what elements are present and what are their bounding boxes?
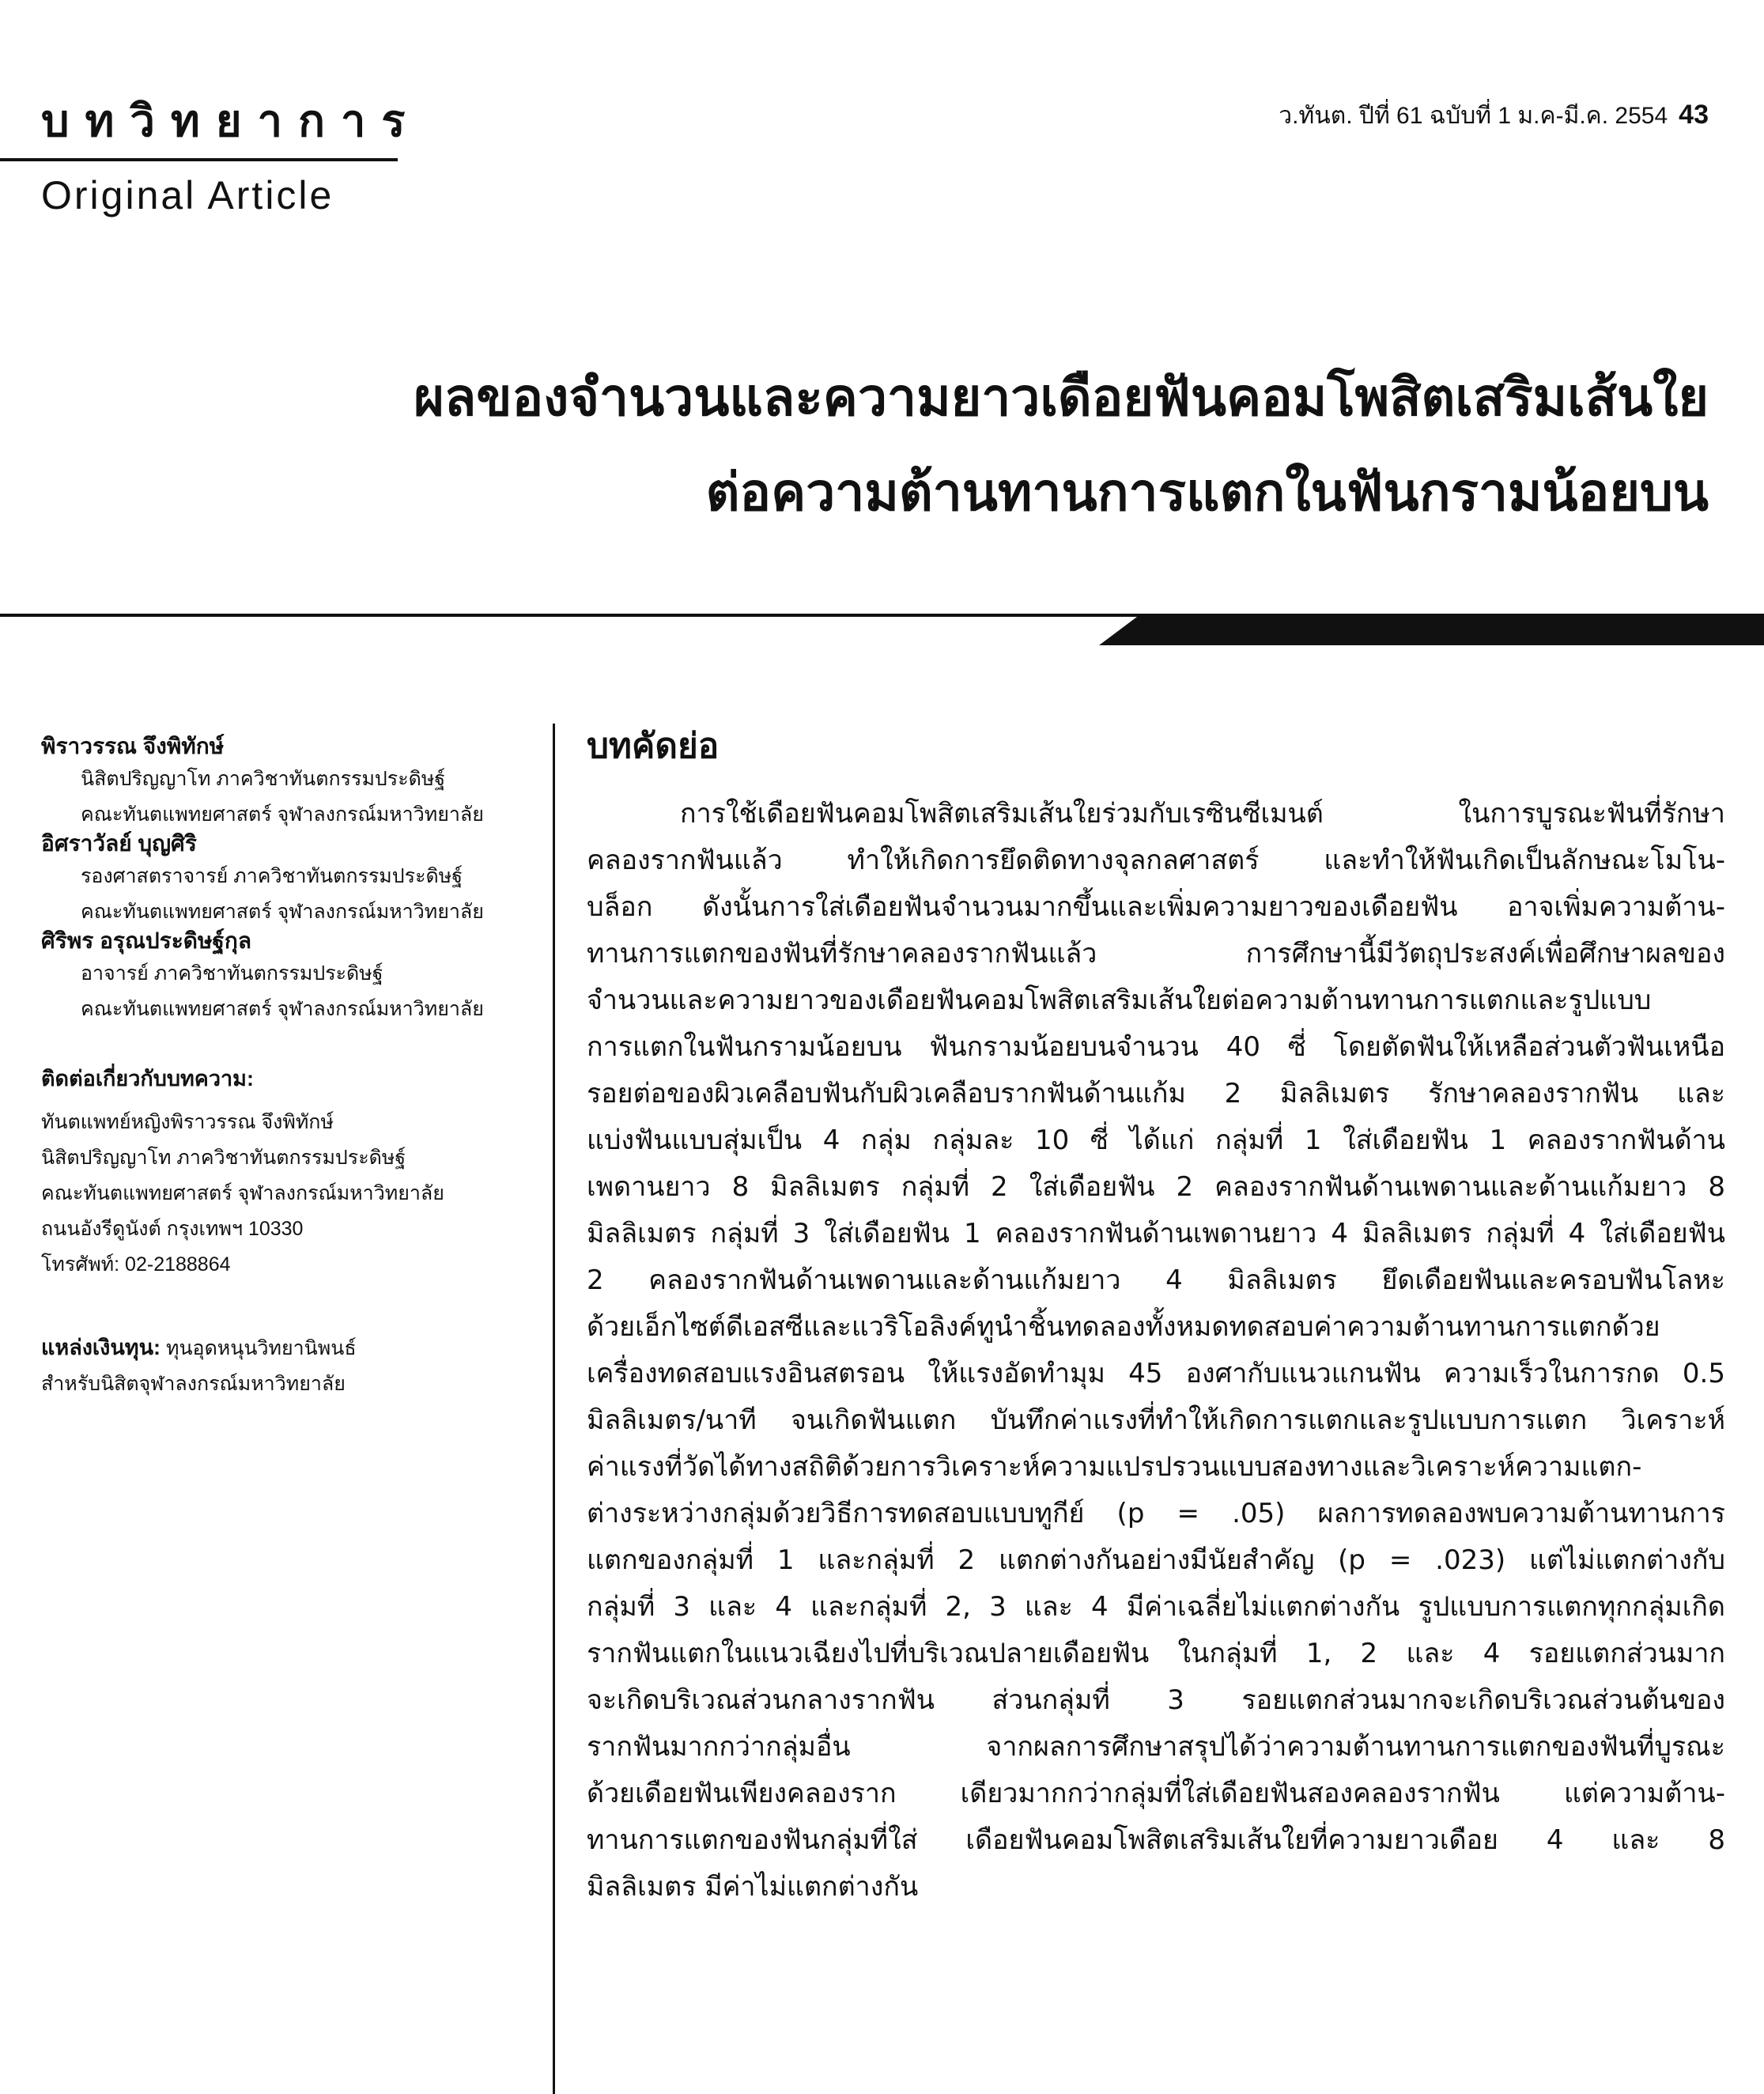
- author-block: [41, 735, 547, 833]
- funding-text-2: สำหรับนิสิตจุฬาลงกรณ์มหาวิทยาลัย: [41, 1373, 346, 1395]
- abstract-line: ด้วยเดือยฟันเพียงคลองราก เดียวมากกว่ากลุ่มที่ใส่เดือยฟันสองคลองรากฟัน แต่ความต้าน-: [587, 1778, 1725, 1809]
- column-divider: [553, 724, 555, 2094]
- author-affiliation: อาจารย์ ภาควิชาทันตกรรมประดิษฐ์: [81, 962, 383, 985]
- author-name: อิศราวัลย์ บุญศิริ: [41, 831, 197, 856]
- abstract-line: ต่างระหว่างกลุ่มด้วยวิธีการทดสอบแบบทูกีย์ (p = .05) ผลการทดลองพบความต้านทานการ: [587, 1498, 1725, 1529]
- contact-line: ถนนอังรีดูนังต์ กรุงเทพฯ 10330: [41, 1218, 304, 1240]
- author-name: พิราวรรณ จึงพิทักษ์: [41, 734, 225, 758]
- author-affiliation: คณะทันตแพทยศาสตร์ จุฬาลงกรณ์มหาวิทยาลัย: [81, 803, 484, 826]
- author-affiliation: คณะทันตแพทยศาสตร์ จุฬาลงกรณ์มหาวิทยาลัย: [81, 901, 484, 923]
- abstract-line: การใช้เดือยฟันคอมโพสิตเสริมเส้นใยร่วมกับเรซินซีเมนต์ ในการบูรณะฟันที่รักษา: [680, 798, 1725, 830]
- abstract-line: 2 คลองรากฟันด้านเพดานและด้านแก้มยาว 4 มิลลิเมตร ยึดเดือยฟันและครอบฟันโลหะ: [587, 1264, 1725, 1296]
- journal-info: ว.ทันต. ปีที่ 61 ฉบับที่ 1 ม.ค-มี.ค. 2554: [1279, 103, 1668, 129]
- title-rule-wedge: [1099, 617, 1764, 645]
- title-line-2: ต่อความต้านทานการแตกในฟันกรามน้อยบน: [705, 462, 1709, 523]
- left-column: [41, 735, 547, 1402]
- article-title: [48, 367, 1709, 561]
- contact-line: คณะทันตแพทยศาสตร์ จุฬาลงกรณ์มหาวิทยาลัย: [41, 1182, 444, 1204]
- funding-text: ทุนอุดหนุนวิทยานิพนธ์: [161, 1337, 357, 1359]
- section-divider: [0, 158, 398, 161]
- abstract-line: มิลลิเมตร/นาที จนเกิดฟันแตก บันทึกค่าแรงที่ทำให้เกิดการแตกและรูปแบบการแตก วิเคราะห์: [587, 1404, 1725, 1436]
- abstract-line: แตกของกลุ่มที่ 1 และกลุ่มที่ 2 แตกต่างกันอย่างมีนัยสำคัญ (p = .023) แต่ไม่แตกต่างกับ: [587, 1544, 1725, 1576]
- abstract-line: ทานการแตกของฟันกลุ่มที่ใส่ เดือยฟันคอมโพสิตเสริมเส้นใยที่ความยาวเดือย 4 และ 8: [587, 1824, 1725, 1856]
- abstract-line: รากฟันแตกในแนวเฉียงไปที่บริเวณปลายเดือยฟัน ในกลุ่มที่ 1, 2 และ 4 รอยแตกส่วนมาก: [587, 1638, 1725, 1669]
- funding-label: แหล่งเงินทุน:: [41, 1336, 161, 1359]
- contact-phone: โทรศัพท์: 02-2188864: [41, 1253, 231, 1276]
- abstract-line: กลุ่มที่ 3 และ 4 และกลุ่มที่ 2, 3 และ 4 มีค่าเฉลี่ยไม่แตกต่างกัน รูปแบบการแตกทุกกลุ่มเกิด: [587, 1591, 1725, 1623]
- abstract-line: ด้วยเอ็กไซต์ดีเอสซีและแวริโอลิงค์ทูนำชิ้นทดลองทั้งหมดทดสอบค่าความต้านทานการแตกด้วย: [587, 1311, 1660, 1343]
- author-name: ศิริพร อรุณประดิษฐ์กุล: [41, 928, 251, 953]
- abstract-line: บล็อก ดังนั้นการใส่เดือยฟันจำนวนมากขึ้นและเพิ่มความยาวของเดือยฟัน อาจเพิ่มความต้าน-: [587, 891, 1725, 923]
- author-affiliation: คณะทันตแพทยศาสตร์ จุฬาลงกรณ์มหาวิทยาลัย: [81, 998, 484, 1020]
- author-affiliation: รองศาสตราจารย์ ภาควิชาทันตกรรมประดิษฐ์: [81, 865, 463, 887]
- abstract-line: คลองรากฟันแล้ว ทำให้เกิดการยึดติดทางจุลกลศาสตร์ และทำให้ฟันเกิดเป็นลักษณะโมโน-: [587, 845, 1725, 876]
- title-rule: [0, 614, 1764, 617]
- author-block: [41, 833, 547, 930]
- contact-line: ทันตแพทย์หญิงพิราวรรณ จึงพิทักษ์: [41, 1111, 334, 1133]
- abstract-line: แบ่งฟันแบบสุ่มเป็น 4 กลุ่ม กลุ่มละ 10 ซี่ ได้แก่ กลุ่มที่ 1 ใส่เดือยฟัน 1 คลองรากฟันด้าน: [587, 1124, 1725, 1156]
- abstract-line: จะเกิดบริเวณส่วนกลางรากฟัน ส่วนกลุ่มที่ 3 รอยแตกส่วนมากจะเกิดบริเวณส่วนต้นของ: [587, 1684, 1725, 1716]
- contact-heading: ติดต่อเกี่ยวกับบทความ:: [41, 1067, 254, 1090]
- section-label-english: Original Article: [41, 173, 334, 217]
- section-label-thai: บทวิทยาการ: [41, 96, 421, 147]
- author-affiliation: นิสิตปริญญาโท ภาควิชาทันตกรรมประดิษฐ์: [81, 768, 446, 790]
- abstract-line: จำนวนและความยาวของเดือยฟันคอมโพสิตเสริมเส้นใยต่อความต้านทานการแตกและรูปแบบ: [587, 985, 1652, 1016]
- abstract-line: ทานการแตกของฟันที่รักษาคลองรากฟันแล้ว การศึกษานี้มีวัตถุประสงค์เพื่อศึกษาผลของ: [587, 938, 1725, 970]
- abstract-body: [587, 791, 1725, 1911]
- abstract-line: มิลลิเมตร กลุ่มที่ 3 ใส่เดือยฟัน 1 คลองรากฟันด้านเพดานยาว 4 มิลลิเมตร กลุ่มที่ 4 ใส่เดือยฟัน: [587, 1218, 1725, 1249]
- running-head: [1279, 101, 1709, 128]
- author-block: [41, 930, 547, 1027]
- abstract-line: รอยต่อของผิวเคลือบฟันกับผิวเคลือบรากฟันด้านแก้ม 2 มิลลิเมตร รักษาคลองรากฟัน และ: [587, 1078, 1725, 1109]
- abstract-line: ค่าแรงที่วัดได้ทางสถิติด้วยการวิเคราะห์ความแปรปรวนแบบสองทางและวิเคราะห์ความแตก-: [587, 1451, 1642, 1483]
- funding-note: [41, 1330, 547, 1402]
- abstract-line: เพดานยาว 8 มิลลิเมตร กลุ่มที่ 2 ใส่เดือยฟัน 2 คลองรากฟันด้านเพดานและด้านแก้มยาว 8: [587, 1171, 1725, 1203]
- page-number: 43: [1679, 100, 1709, 130]
- abstract-line: การแตกในฟันกรามน้อยบน ฟันกรามน้อยบนจำนวน 40 ซี่ โดยตัดฟันให้เหลือส่วนตัวฟันเหนือ: [587, 1031, 1725, 1063]
- title-line-1: ผลของจำนวนและความยาวเดือยฟันคอมโพสิตเสริมเส้นใย: [414, 367, 1709, 428]
- contact-line: นิสิตปริญญาโท ภาควิชาทันตกรรมประดิษฐ์: [41, 1147, 406, 1169]
- abstract-line: เครื่องทดสอบแรงอินสตรอน ให้แรงอัดทำมุม 45 องศากับแนวแกนฟัน ความเร็วในการกด 0.5: [587, 1358, 1725, 1389]
- abstract-line: มิลลิเมตร มีค่าไม่แตกต่างกัน: [587, 1871, 919, 1903]
- abstract-line: รากฟันมากกว่ากลุ่มอื่น จากผลการศึกษาสรุปได้ว่าความต้านทานการแตกของฟันที่บูรณะ: [587, 1731, 1725, 1763]
- abstract-heading: บทคัดย่อ: [587, 726, 720, 766]
